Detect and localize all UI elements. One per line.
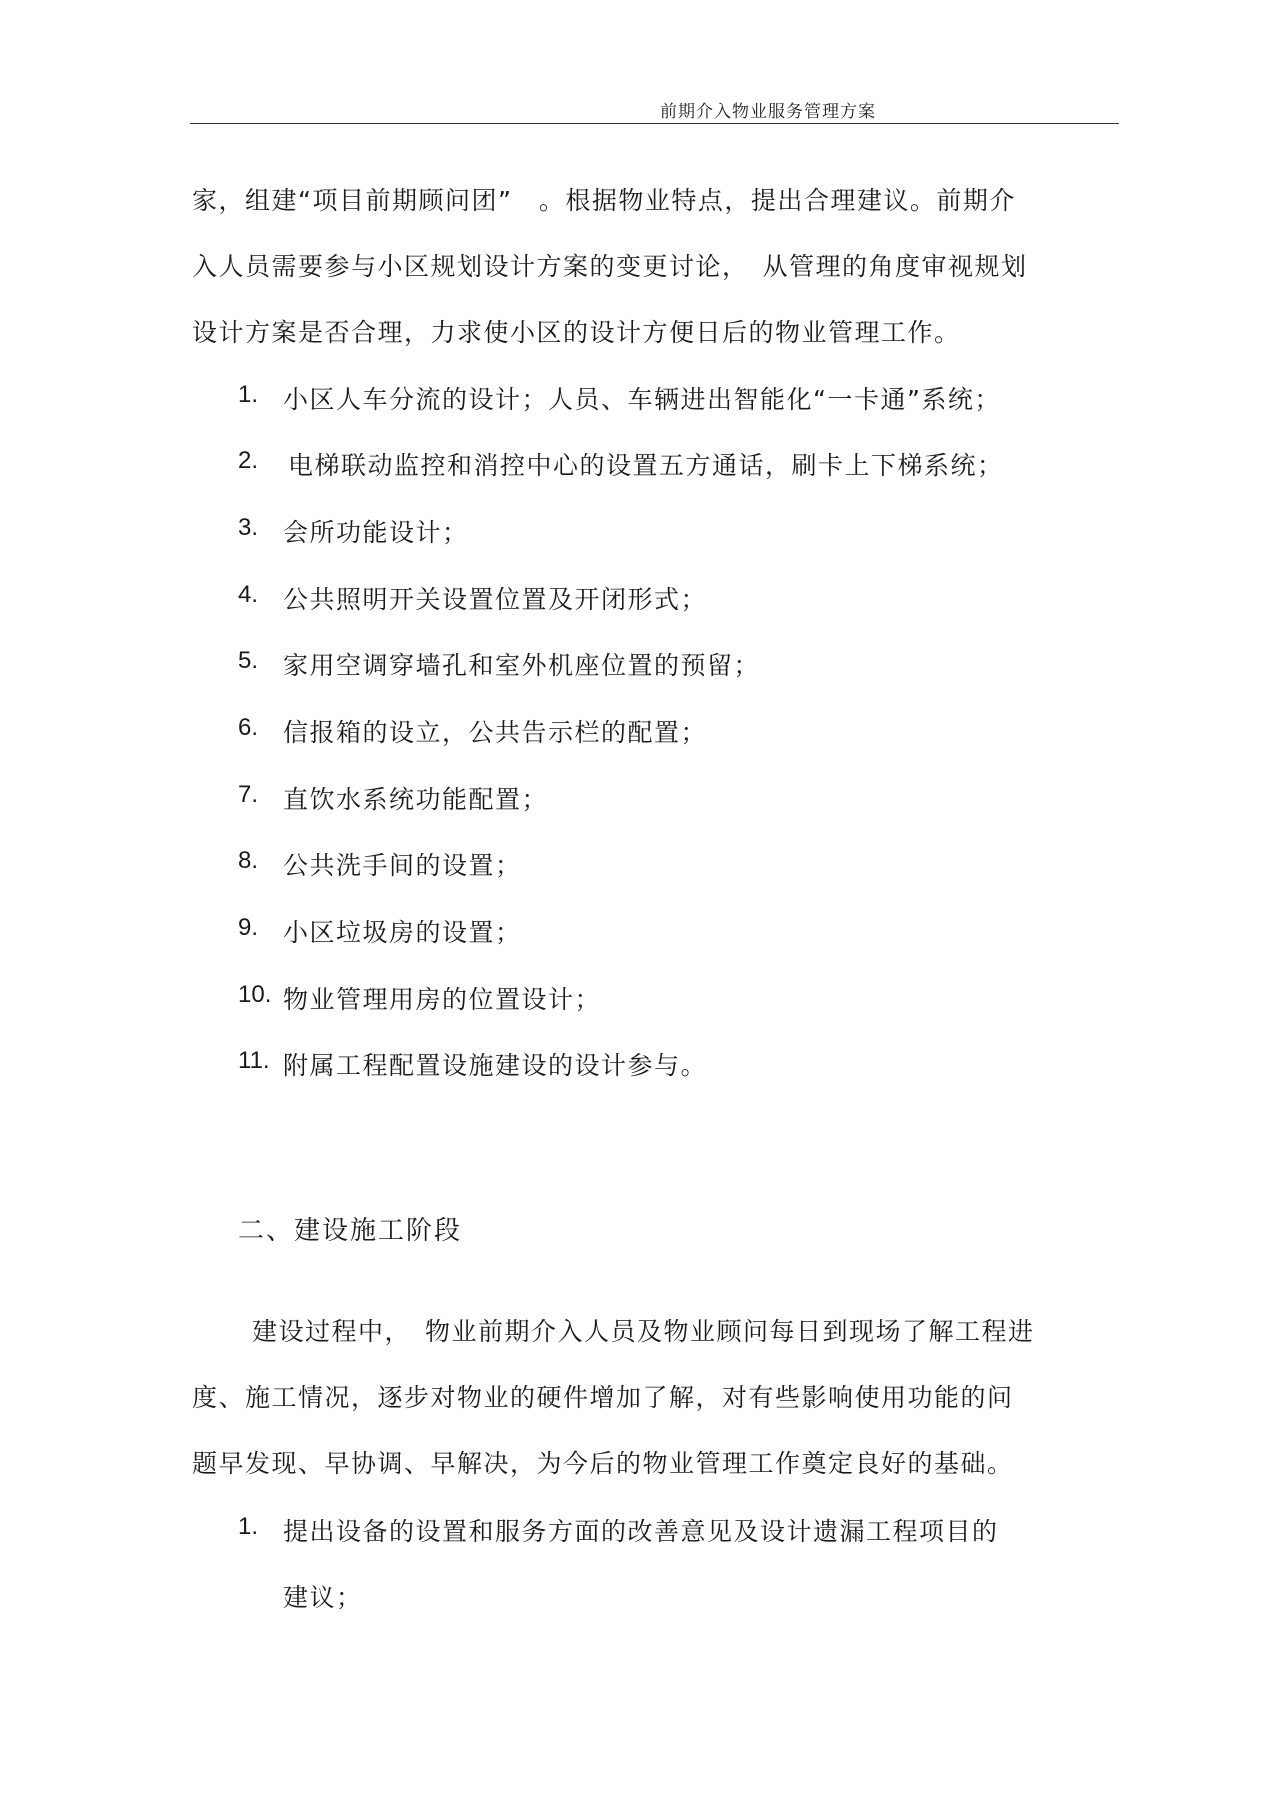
section-paragraph-line: 度、施工情况，逐步对物业的硬件增加了解，对有些影响使用功能的问 [192, 1383, 1014, 1412]
list-item-text: 公共洗手间的设置； [283, 851, 522, 880]
list-item-number: 9. [238, 914, 259, 941]
list-item-text: 小区人车分流的设计；人员、车辆进出智能化“一卡通”系统； [283, 385, 1001, 414]
running-header-title: 前期介入物业服务管理方案 [660, 102, 876, 122]
list-item-number: 3. [238, 514, 259, 541]
header-divider [190, 123, 1119, 124]
list-item-number: 7. [238, 781, 259, 808]
list-item-number: 8. [238, 847, 259, 874]
list-item-text: 会所功能设计； [283, 518, 469, 547]
list-item-number: 1. [238, 381, 259, 408]
list-item-text: 信报箱的设立，公共告示栏的配置； [283, 718, 708, 747]
list-item-text: 电梯联动监控和消控中心的设置五方通话，刷卡上下梯系统； [288, 451, 1004, 480]
intro-paragraph-line: 家，组建“项目前期顾问团” 。根据物业特点，提出合理建议。前期介 [192, 186, 1016, 215]
list-item-text: 公共照明开关设置位置及开闭形式； [283, 585, 708, 614]
intro-paragraph-line: 入人员需要参与小区规划设计方案的变更讨论， 从管理的角度审视规划 [192, 252, 1028, 281]
list-item-text-continuation: 建议； [283, 1583, 363, 1612]
section-heading: 二、建设施工阶段 [238, 1216, 463, 1246]
list-item-text: 家用空调穿墙孔和室外机座位置的预留； [283, 651, 761, 680]
list-item-text: 物业管理用房的位置设计； [283, 985, 602, 1014]
section-paragraph-line: 题早发现、早协调、早解决，为今后的物业管理工作奠定良好的基础。 [192, 1449, 1014, 1478]
list-item-text: 提出设备的设置和服务方面的改善意见及设计遗漏工程项目的 [283, 1517, 999, 1546]
intro-paragraph-line: 设计方案是否合理，力求使小区的设计方便日后的物业管理工作。 [192, 318, 961, 347]
list-item-text: 附属工程配置设施建设的设计参与。 [283, 1051, 708, 1080]
list-item-number: 1. [238, 1513, 259, 1540]
list-item-number: 10. [238, 981, 272, 1008]
list-item-number: 11. [238, 1047, 270, 1074]
list-item-text: 直饮水系统功能配置； [283, 785, 549, 814]
list-item-number: 4. [238, 581, 259, 608]
list-item-number: 2. [238, 447, 259, 474]
list-item-number: 6. [238, 714, 259, 741]
list-item-number: 5. [238, 647, 259, 674]
section-paragraph-line: 建设过程中， 物业前期介入人员及物业顾问每日到现场了解工程进 [252, 1317, 1035, 1346]
list-item-text: 小区垃圾房的设置； [283, 918, 522, 947]
